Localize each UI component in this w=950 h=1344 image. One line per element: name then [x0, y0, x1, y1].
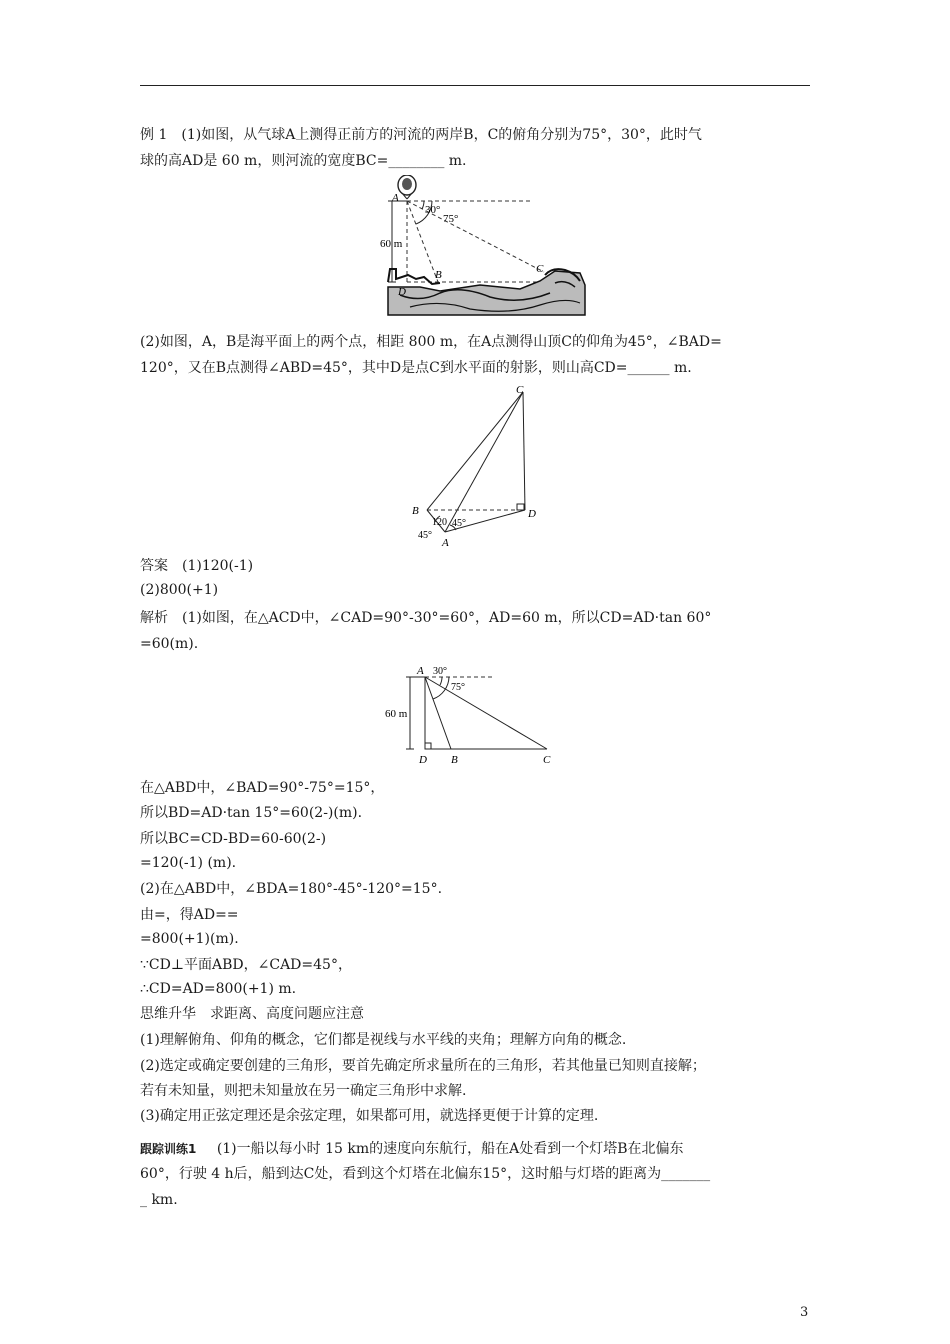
ex1-line-1: 例 1 (1)如图，从气球A上测得正前方的河流的两岸B，C的俯角分别为75°，30°，此时气 — [140, 127, 702, 143]
answer-line-3: 解析 (1)如图，在△ACD中，∠CAD=90°-30°=60°，AD=60 m，所以CD=AD·tan 60° — [140, 610, 712, 626]
solution-line-3: 所以BC=CD-BD=60-60(2-) — [140, 831, 327, 847]
fig1-label-D: D — [398, 286, 406, 298]
ex1-line-4: 120°，又在B点测得∠ABD=45°，其中D是点C到水平面的射影，则山高CD=______ m. — [140, 360, 692, 376]
solution-line-1: 在△ABD中，∠BAD=90°-75°=15°， — [140, 780, 385, 796]
ex1-line-2: 球的高AD是 60 m，则河流的宽度BC=________ m. — [140, 153, 467, 169]
fig3-label-A: A — [417, 665, 424, 677]
summary-line-3: (2)选定或确定要创建的三角形，要首先确定所求量所在的三角形，若其他量已知则直接解； — [140, 1058, 706, 1074]
balloon-icon — [398, 175, 416, 199]
figure-balloon-river — [380, 175, 590, 317]
fig3-height-label: 60 m — [385, 708, 408, 720]
fig1-height-label: 60 m — [380, 238, 403, 250]
fig1-label-A: A — [392, 192, 399, 204]
summary-line-4: 若有未知量，则把未知量放在另一确定三角形中求解. — [140, 1083, 467, 1099]
fig2-angle-45-a: 45° — [452, 518, 466, 529]
solution-line-4: =120(-1) (m). — [140, 855, 237, 871]
fig2-angle-45-b: 45° — [418, 530, 432, 541]
fig3-angle-75: 75° — [451, 682, 465, 693]
solution-line-9: ∴CD=AD=800(+1) m. — [140, 981, 297, 997]
practice-line-3: _ km. — [140, 1192, 178, 1208]
fig1-label-B: B — [435, 269, 442, 281]
solution-line-5: (2)在△ABD中，∠BDA=180°-45°-120°=15°. — [140, 881, 443, 897]
summary-line-1: 思维升华 求距离、高度问题应注意 — [140, 1006, 364, 1022]
practice-line-1 — [140, 1139, 684, 1159]
fig1-angle-75: 75° — [443, 213, 459, 225]
figure-mountain — [400, 380, 560, 550]
page-number: 3 — [800, 1305, 809, 1320]
fig2-label-A: A — [442, 537, 449, 549]
fig2-label-D: D — [528, 508, 536, 520]
answer-line-4: =60(m). — [140, 636, 199, 652]
answer-line-2: (2)800(+1) — [140, 582, 219, 598]
fig1-angle-30: 30° — [425, 204, 441, 216]
solution-line-6: 由=，得AD== — [140, 907, 239, 923]
practice-label: 跟踪训练1 — [140, 1142, 197, 1156]
summary-line-5: (3)确定用正弦定理还是余弦定理，如果都可用，就选择更便于计算的定理. — [140, 1108, 599, 1124]
summary-line-2: (1)理解俯角、仰角的概念，它们都是视线与水平线的夹角；理解方向角的概念. — [140, 1032, 627, 1048]
fig1-label-C: C — [536, 263, 544, 275]
ex1-line-3: (2)如图，A，B是海平面上的两个点，相距 800 m，在A点测得山顶C的仰角为45°，∠BAD= — [140, 334, 722, 350]
figure-solution-triangle — [385, 660, 595, 770]
fig2-label-B: B — [412, 505, 419, 517]
fig3-label-D: D — [419, 754, 427, 766]
fig3-label-C: C — [543, 754, 551, 766]
solution-line-2: 所以BD=AD·tan 15°=60(2-)(m). — [140, 805, 363, 821]
header-rule — [140, 85, 810, 86]
fig3-label-B: B — [451, 754, 458, 766]
practice-text-1: (1)一船以每小时 15 km的速度向东航行，船在A处看到一个灯塔B在北偏东 — [216, 1141, 684, 1157]
answer-line-1: 答案 (1)120(-1) — [140, 558, 254, 574]
fig2-angle-120: 120 — [432, 517, 447, 528]
fig2-label-C: C — [516, 384, 524, 396]
solution-line-8: ∵CD⊥平面ABD，∠CAD=45°， — [140, 957, 352, 973]
practice-line-2: 60°，行驶 4 h后，船到达C处，看到这个灯塔在北偏东15°，这时船与灯塔的距离为_______ — [140, 1166, 711, 1182]
solution-line-7: =800(+1)(m). — [140, 931, 239, 947]
fig3-angle-30: 30° — [433, 666, 447, 677]
